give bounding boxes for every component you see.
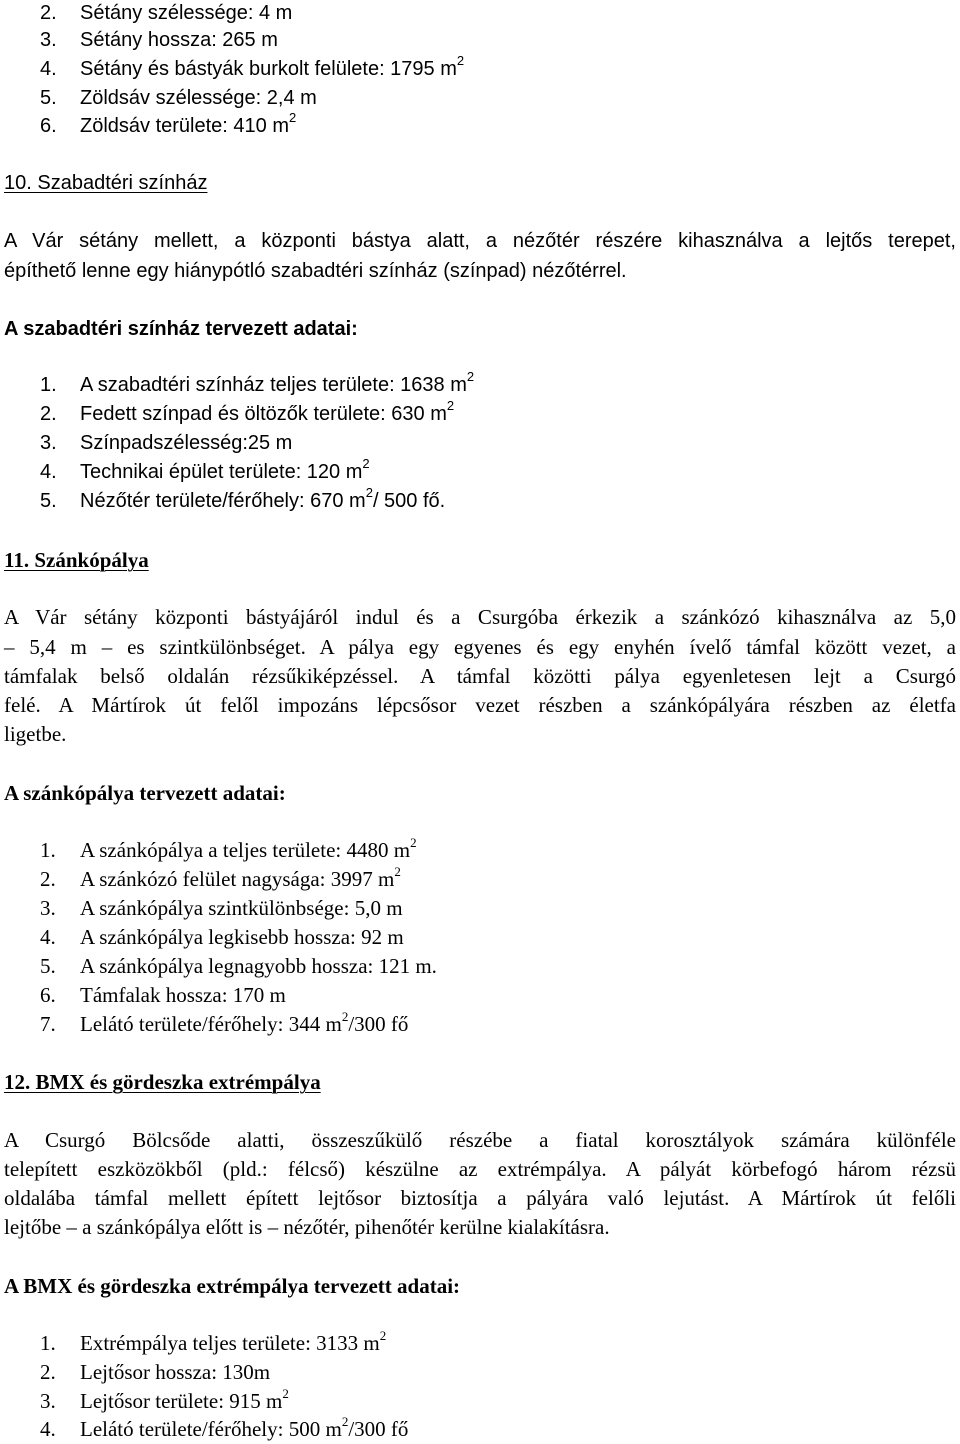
list-item: 2. A szánkózó felület nagysága: 3997 $m^2$ [40,864,401,891]
list-item: 6. Támfalak hossza: 170 m [40,983,286,1007]
paragraph-line: A Csurgó Bölcsőde alatti, összeszűkülő részébe a fiatal korosztályok számára különféle [4,1128,956,1152]
list-item: 7. Lelátó területe/férőhely: 344 $m^2/300$ fő [40,1009,409,1036]
paragraph-line: lejtőbe – a szánkópálya előtt is – nézőtér, pihenőtér kerülne kialakításra. [4,1215,610,1239]
section-heading-10: 10. Szabadtéri színház [4,172,208,194]
list-item: 3. A szánkópálya szintkülönbsége: 5,0 m [40,896,403,920]
list-item: 1. Extrémpálya teljes területe: 3133 $m^2$ [40,1328,387,1355]
list-item: 6. Zöldsáv területe: 410 $m^2$ [40,110,297,137]
paragraph-line: A Vár sétány központi bástyájáról indul és a Csurgóba érkezik a szánkózó kihasználva az 5,0 [4,605,956,629]
paragraph-line: A Vár sétány mellett, a központi bástya alatt, a nézőtér részére kihasználva a lejtős terepet, [4,230,956,252]
list-item: 3. Lejtősor területe: 915 $m^2$ [40,1386,289,1413]
paragraph-line: telepített eszközökből (pld.: félcső) készülne az extrémpálya. A pályát körbefogó három rézsü [4,1157,956,1181]
list-item: 2. Sétány szélessége: 4 m [40,2,293,24]
list-item: 4. Technikai épület területe: 120 $m^2$ [40,456,370,483]
section-heading-12: 12. BMX és gördeszka extrémpálya [4,1070,321,1094]
list-item: 5. Nézőtér területe/férőhely: 670 $m^2/$ 500 fő. [40,485,446,512]
list-item: 4. Lelátó területe/férőhely: 500 $m^2/300$ fő [40,1414,409,1441]
paragraph-line: építhető lenne egy hiánypótló szabadtéri színház (színpad) nézőtérrel. [4,260,627,282]
list-item: 5. A szánkópálya legnagyobb hossza: 121 m. [40,954,437,978]
list-item: 2. Lejtősor hossza: 130m [40,1360,271,1384]
subheading-12: A BMX és gördeszka extrémpálya tervezett adatai: [4,1274,461,1298]
paragraph-line: felé. A Mártírok út felől impozáns lépcsősor vezet részben a szánkópályára részben az életfa [4,693,956,717]
list-item: 4. Sétány és bástyák burkolt felülete: 1795 $m^2$ [40,53,465,80]
list-item: 3. Sétány hossza: 265 m [40,29,278,51]
list-item: 1. A szabadtéri színház teljes területe: 1638 $m^2$ [40,369,475,396]
list-item: 3. Színpadszélesség:25 m [40,432,293,454]
list-item: 1. A szánkópálya a teljes területe: 4480 $m^2$ [40,835,417,862]
list-item: 4. A szánkópálya legkisebb hossza: 92 m [40,925,404,949]
list-item: 2. Fedett színpad és öltözők területe: 630 $m^2$ [40,398,455,425]
subheading-10: A szabadtéri színház tervezett adatai: [4,318,358,340]
paragraph-line: – 5,4 m – es szintkülönbséget. A pálya egy egyenes és egy enyhén ívelő támfal között vezet, a [4,635,956,659]
paragraph-line: ligetbe. [4,722,67,746]
paragraph-line: támfalak belső oldalán rézsűkiképzéssel. A támfal közötti pálya egyenletesen lejt a Csurgó [4,664,956,688]
subheading-11: A szánkópálya tervezett adatai: [4,781,286,805]
paragraph-line: oldalába támfal mellett épített lejtősor biztosítja a pályára való lejutást. A Mártírok út felőli [4,1186,956,1210]
section-heading-11: 11. Szánkópálya [4,548,149,572]
list-item: 5. Zöldsáv szélessége: 2,4 m [40,87,317,109]
